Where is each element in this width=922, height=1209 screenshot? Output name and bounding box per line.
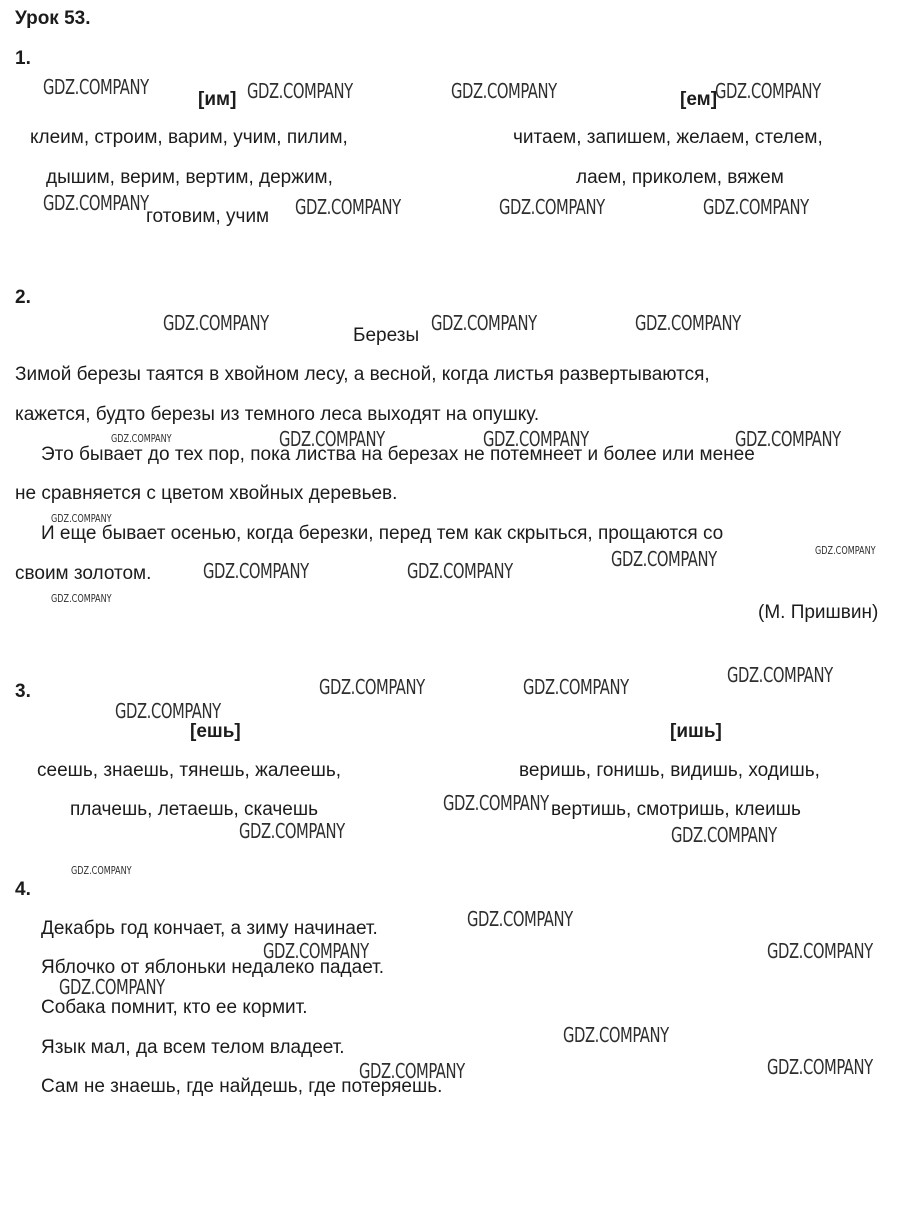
text-heading: Березы bbox=[353, 325, 420, 346]
exercise-3-number: 3. bbox=[15, 681, 31, 702]
watermark: GDZ.COMPANY bbox=[715, 79, 821, 103]
watermark: GDZ.COMPANY bbox=[815, 544, 876, 557]
exercise-2-number: 2. bbox=[15, 287, 31, 308]
im-words-line-2: дышим, верим, вертим, держим, bbox=[46, 167, 333, 188]
watermark: GDZ.COMPANY bbox=[51, 592, 112, 605]
proverb-2: Яблочко от яблоньки недалеко падает. bbox=[41, 957, 385, 978]
im-words-line-1: клеим, строим, варим, учим, пилим, bbox=[30, 127, 348, 148]
watermark: GDZ.COMPANY bbox=[407, 559, 513, 583]
watermark: GDZ.COMPANY bbox=[279, 427, 385, 451]
column-header-ish: [ишь] bbox=[670, 721, 722, 742]
watermark: GDZ.COMPANY bbox=[735, 427, 841, 451]
paragraph-3-line-2: своим золотом. bbox=[15, 563, 152, 584]
paragraph-2-line-2: не сравняется с цветом хвойных деревьев. bbox=[15, 483, 398, 504]
watermark: GDZ.COMPANY bbox=[295, 195, 401, 219]
ish-words-line-2: вертишь, смотришь, клеишь bbox=[551, 799, 801, 820]
paragraph-3-line-1: И еще бывает осенью, когда березки, перед тем как скрыться, прощаются со bbox=[41, 523, 724, 544]
watermark: GDZ.COMPANY bbox=[163, 311, 269, 335]
proverb-4: Язык мал, да всем телом владеет. bbox=[41, 1037, 345, 1058]
im-words-line-3: готовим, учим bbox=[146, 206, 270, 227]
watermark: GDZ.COMPANY bbox=[359, 1059, 465, 1083]
column-header-im: [им] bbox=[198, 89, 237, 110]
watermark: GDZ.COMPANY bbox=[483, 427, 589, 451]
ish-words-line-1: веришь, гонишь, видишь, ходишь, bbox=[519, 760, 820, 781]
watermark: GDZ.COMPANY bbox=[247, 79, 353, 103]
proverb-5: Сам не знаешь, где найдешь, где потеряешь. bbox=[41, 1076, 443, 1097]
watermark: GDZ.COMPANY bbox=[767, 1055, 873, 1079]
watermark: GDZ.COMPANY bbox=[727, 663, 833, 687]
author: (М. Пришвин) bbox=[758, 602, 879, 623]
em-words-line-2: лаем, приколем, вяжем bbox=[576, 167, 784, 188]
column-header-esh: [ешь] bbox=[190, 721, 241, 742]
paragraph-2-line-1: Это бывает до тех пор, пока листва на березах не потемнеет и более или менее bbox=[41, 444, 755, 465]
paragraph-1-line-1: Зимой березы таятся в хвойном лесу, а весной, когда листья развертываются, bbox=[15, 364, 710, 385]
watermark: GDZ.COMPANY bbox=[319, 675, 425, 699]
watermark: GDZ.COMPANY bbox=[43, 75, 149, 99]
esh-words-line-2: плачешь, летаешь, скачешь bbox=[70, 799, 319, 820]
watermark: GDZ.COMPANY bbox=[51, 512, 112, 525]
watermark: GDZ.COMPANY bbox=[71, 864, 132, 877]
watermark: GDZ.COMPANY bbox=[563, 1023, 669, 1047]
esh-words-line-1: сеешь, знаешь, тянешь, жалеешь, bbox=[37, 760, 342, 781]
watermark: GDZ.COMPANY bbox=[111, 432, 172, 445]
watermark: GDZ.COMPANY bbox=[523, 675, 629, 699]
em-words-line-1: читаем, запишем, желаем, стелем, bbox=[513, 127, 823, 148]
watermark: GDZ.COMPANY bbox=[263, 939, 369, 963]
proverb-3: Собака помнит, кто ее кормит. bbox=[41, 997, 308, 1018]
exercise-1-number: 1. bbox=[15, 48, 31, 69]
watermark: GDZ.COMPANY bbox=[499, 195, 605, 219]
exercise-4-number: 4. bbox=[15, 879, 31, 900]
proverb-1: Декабрь год кончает, а зиму начинает. bbox=[41, 918, 378, 939]
watermark: GDZ.COMPANY bbox=[59, 975, 165, 999]
watermark: GDZ.COMPANY bbox=[443, 791, 549, 815]
watermark: GDZ.COMPANY bbox=[635, 311, 741, 335]
watermark: GDZ.COMPANY bbox=[43, 191, 149, 215]
watermark: GDZ.COMPANY bbox=[239, 819, 345, 843]
page-title: Урок 53. bbox=[15, 8, 91, 29]
watermark: GDZ.COMPANY bbox=[671, 823, 777, 847]
paragraph-1-line-2: кажется, будто березы из темного леса выходят на опушку. bbox=[15, 404, 540, 425]
watermark: GDZ.COMPANY bbox=[451, 79, 557, 103]
watermark: GDZ.COMPANY bbox=[431, 311, 537, 335]
watermark: GDZ.COMPANY bbox=[611, 547, 717, 571]
watermark: GDZ.COMPANY bbox=[767, 939, 873, 963]
watermark: GDZ.COMPANY bbox=[703, 195, 809, 219]
watermark: GDZ.COMPANY bbox=[115, 699, 221, 723]
watermark: GDZ.COMPANY bbox=[203, 559, 309, 583]
column-header-em: [ем] bbox=[680, 89, 718, 110]
watermark: GDZ.COMPANY bbox=[467, 907, 573, 931]
